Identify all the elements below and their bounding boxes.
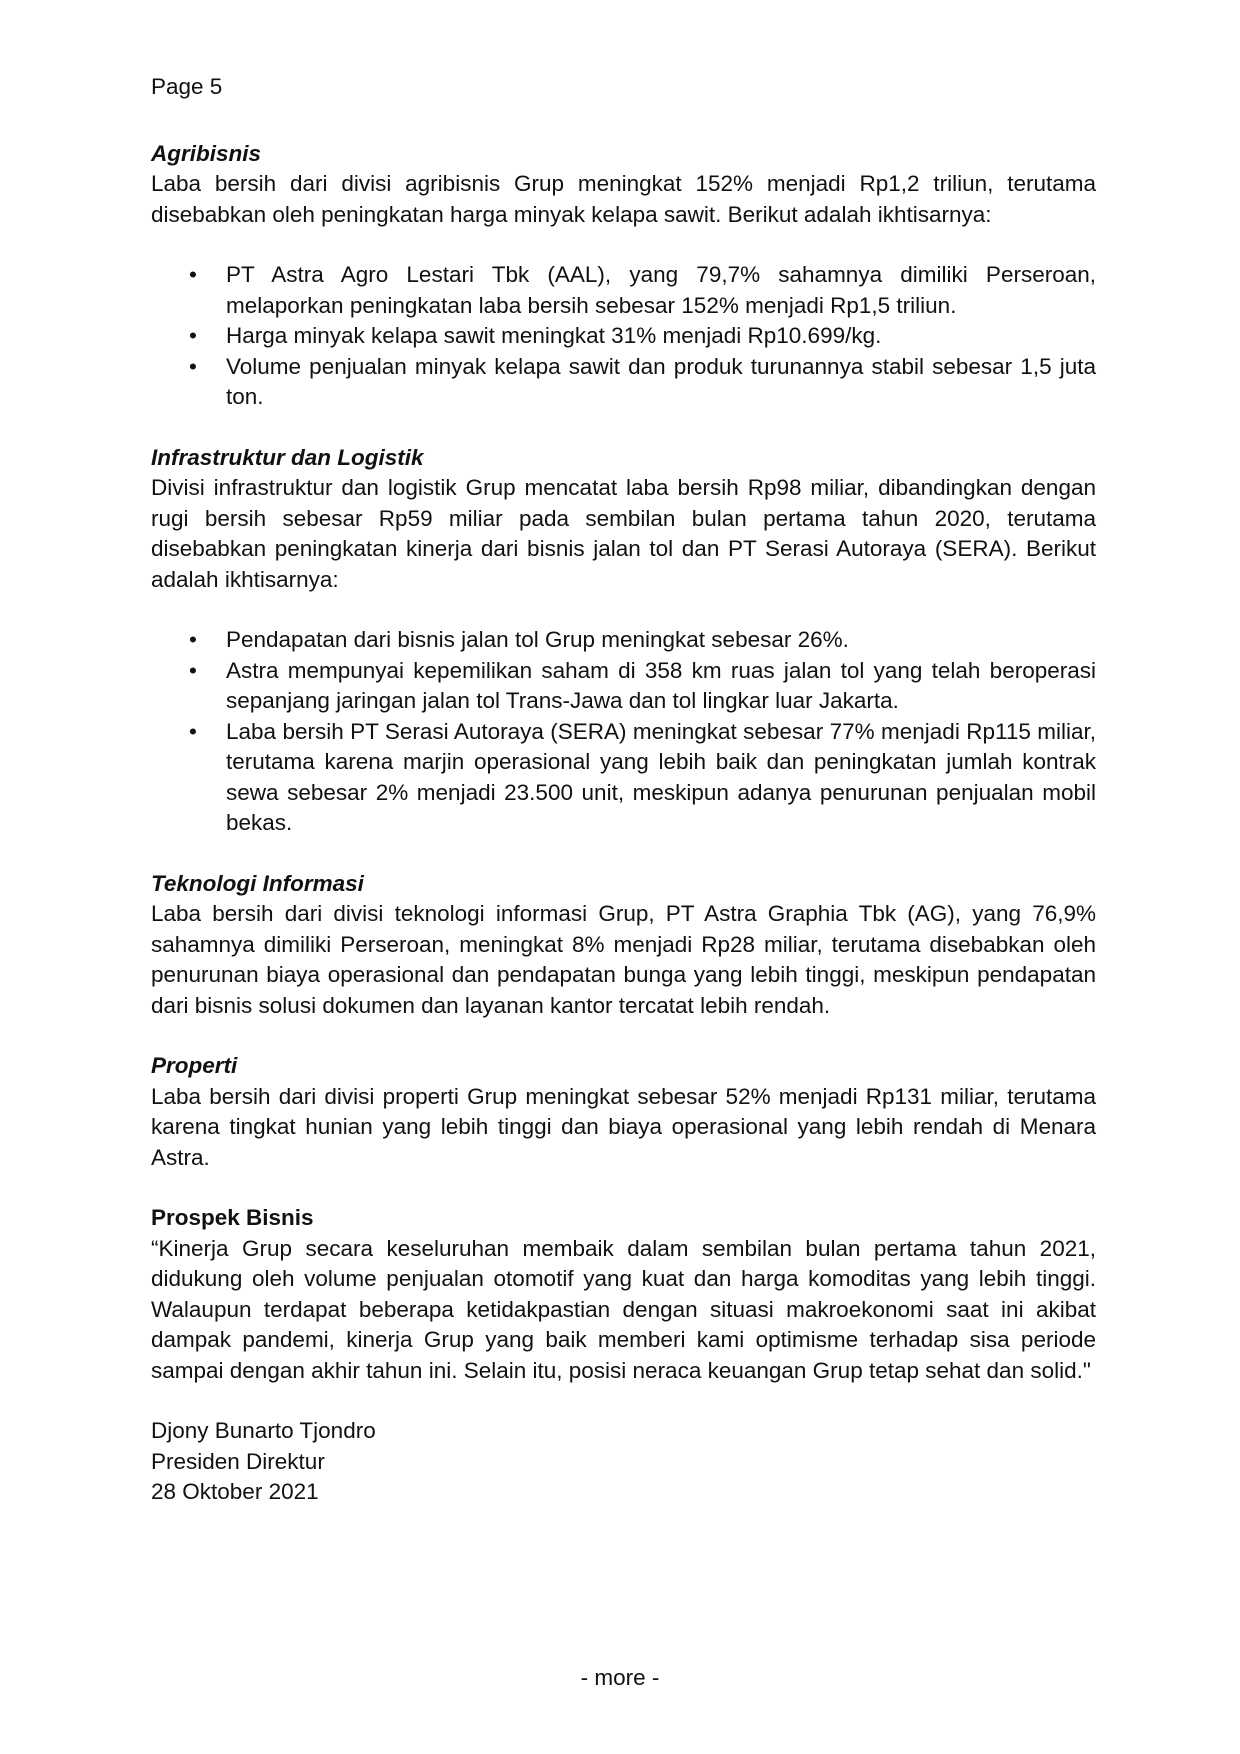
section-intro: Divisi infrastruktur dan logistik Grup mencatat laba bersih Rp98 miliar, dibandingkan dengan rugi bersih sebesar Rp59 miliar pada sembilan bulan pertama tahun 2020, terutama disebabkan peningkatan kinerja dari bisnis jalan tol dan PT Serasi Autoraya (SERA). Berikut adalah ikhtisarnya: xyxy=(151,475,1096,592)
bullet-list xyxy=(151,260,1096,413)
section-body: Laba bersih dari divisi properti Grup meningkat sebesar 52% menjadi Rp131 miliar, terutama karena tingkat hunian yang lebih tinggi dan biaya operasional yang lebih rendah di Menara Astra. xyxy=(151,1083,1096,1170)
list-item: • Volume penjualan minyak kelapa sawit dan produk turunannya stabil sebesar 1,5 juta ton. xyxy=(189,353,1096,409)
bullet-icon: • xyxy=(189,627,197,652)
document-page xyxy=(151,72,1096,1508)
page-number: Page 5 xyxy=(151,74,223,99)
signature-block xyxy=(151,1416,1096,1508)
page-footer: - more - xyxy=(580,1665,660,1690)
list-item: • Harga minyak kelapa sawit meningkat 31% menjadi Rp10.699/kg. xyxy=(151,321,1096,352)
section-prospek xyxy=(151,1203,1096,1386)
list-item: • Laba bersih PT Serasi Autoraya (SERA) meningkat sebesar 77% menjadi Rp115 miliar, terutama karena marjin operasional yang lebih baik dan peningkatan jumlah kontrak sewa sebesar 2% menjadi 23.500 unit, meskipun adanya penurunan penjualan mobil bekas. xyxy=(189,718,1096,835)
bullet-icon: • xyxy=(189,262,197,287)
list-item: • Pendapatan dari bisnis jalan tol Grup meningkat sebesar 26%. xyxy=(151,625,1096,656)
section-intro: Laba bersih dari divisi agribisnis Grup meningkat 152% menjadi Rp1,2 triliun, terutama disebabkan oleh peningkatan harga minyak kelapa sawit. Berikut adalah ikhtisarnya: xyxy=(151,171,1096,227)
section-heading: Infrastruktur dan Logistik xyxy=(151,444,424,470)
section-heading: Teknologi Informasi xyxy=(151,870,364,896)
signature-date: 28 Oktober 2021 xyxy=(151,1479,319,1504)
section-heading: Prospek Bisnis xyxy=(151,1205,314,1230)
section-agribisnis xyxy=(151,139,1096,413)
bullet-icon: • xyxy=(189,657,197,683)
bullet-icon: • xyxy=(189,353,197,379)
signatory-name: Djony Bunarto Tjondro xyxy=(151,1418,376,1443)
section-teknologi xyxy=(151,869,1096,1022)
list-item: • PT Astra Agro Lestari Tbk (AAL), yang 79,7% sahamnya dimiliki Perseroan, melaporkan peningkatan laba bersih sebesar 152% menjadi Rp1,5 triliun. xyxy=(189,262,1096,318)
section-heading: Agribisnis xyxy=(151,140,262,166)
bullet-icon: • xyxy=(189,718,197,744)
section-body: “Kinerja Grup secara keseluruhan membaik dalam sembilan bulan pertama tahun 2021, didukung oleh volume penjualan otomotif yang kuat dan harga komoditas yang lebih tinggi. Walaupun terdapat beberapa ketidakpastian dengan situasi makroekonomi saat ini akibat dampak pandemi, kinerja Grup yang baik memberi kami optimisme terhadap sisa periode sampai dengan akhir tahun ini. Selain itu, posisi neraca keuangan Grup tetap sehat dan solid." xyxy=(151,1235,1096,1383)
list-item: • Astra mempunyai kepemilikan saham di 358 km ruas jalan tol yang telah beroperasi sepanjang jaringan jalan tol Trans-Jawa dan tol lingkar luar Jakarta. xyxy=(189,657,1096,713)
section-body: Laba bersih dari divisi teknologi informasi Grup, PT Astra Graphia Tbk (AG), yang 76,9% sahamnya dimiliki Perseroan, meningkat 8% menjadi Rp28 miliar, terutama disebabkan oleh penurunan biaya operasional dan pendapatan bunga yang lebih tinggi, meskipun pendapatan dari bisnis solusi dokumen dan layanan kantor tercatat lebih rendah. xyxy=(151,901,1096,1018)
signatory-title: Presiden Direktur xyxy=(151,1448,325,1474)
bullet-icon: • xyxy=(189,323,197,348)
section-infrastruktur xyxy=(151,443,1096,839)
bullet-list xyxy=(151,625,1096,839)
section-heading: Properti xyxy=(151,1053,238,1078)
section-properti xyxy=(151,1051,1096,1173)
